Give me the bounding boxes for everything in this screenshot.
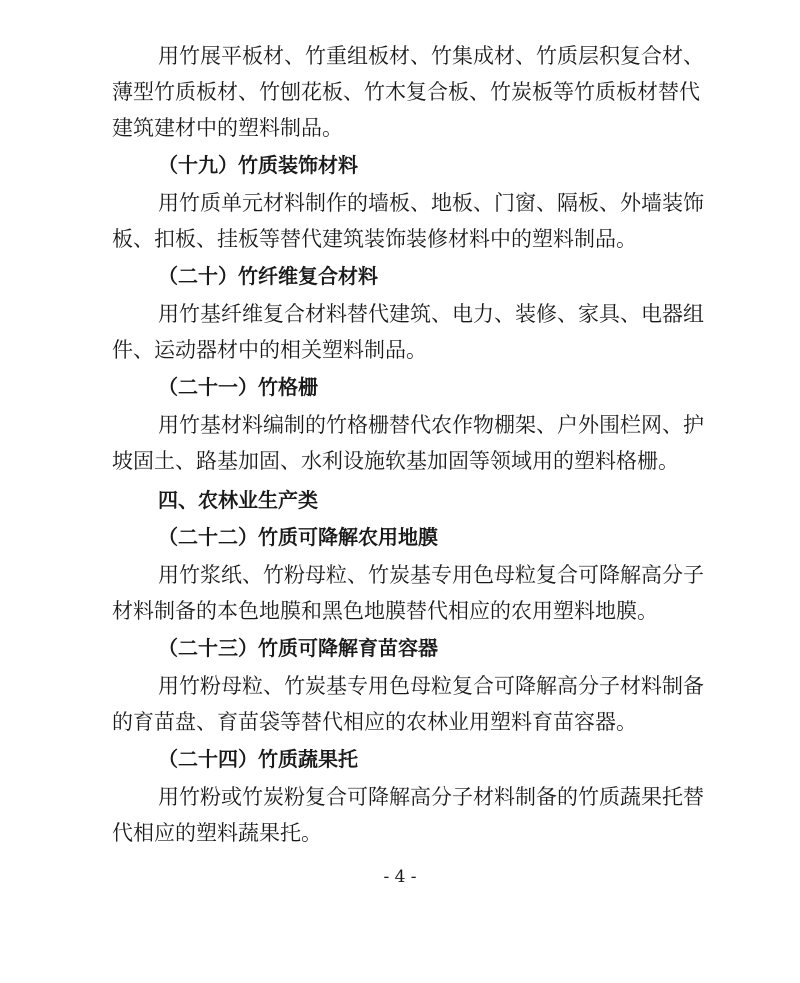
- section-heading-4: 四、农林业生产类: [158, 488, 318, 512]
- paragraph-line: 板、扣板、挂板等替代建筑装饰装修材料中的塑料制品。: [112, 227, 637, 251]
- paragraph-line: 用竹质单元材料制作的墙板、地板、门窗、隔板、外墙装饰: [158, 191, 704, 215]
- paragraph-line: 用竹基纤维复合材料替代建筑、电力、装修、家具、电器组: [158, 302, 704, 326]
- paragraph-line: 用竹浆纸、竹粉母粒、竹炭基专用色母粒复合可降解高分子: [158, 563, 704, 587]
- paragraph-line: 用竹基材料编制的竹格栅替代农作物棚架、户外围栏网、护: [158, 413, 704, 437]
- paragraph-line: 件、运动器材中的相关塑料制品。: [112, 338, 427, 362]
- page-number: - 4 -: [383, 867, 417, 887]
- subsection-heading-19: （十九）竹质装饰材料: [158, 153, 358, 177]
- subsection-heading-22: （二十二）竹质可降解农用地膜: [158, 525, 438, 549]
- subsection-heading-21: （二十一）竹格栅: [158, 375, 318, 399]
- subsection-heading-20: （二十）竹纤维复合材料: [158, 264, 378, 288]
- paragraph-line: 的育苗盘、育苗袋等替代相应的农林业用塑料育苗容器。: [112, 710, 637, 734]
- subsection-heading-23: （二十三）竹质可降解育苗容器: [158, 636, 438, 660]
- paragraph-line: 薄型竹质板材、竹刨花板、竹木复合板、竹炭板等竹质板材替代: [112, 80, 700, 104]
- paragraph-line: 建筑建材中的塑料制品。: [112, 116, 343, 140]
- paragraph-line: 材料制备的本色地膜和黑色地膜替代相应的农用塑料地膜。: [112, 599, 658, 623]
- paragraph-line: 用竹粉母粒、竹炭基专用色母粒复合可降解高分子材料制备: [158, 674, 704, 698]
- paragraph-line: 代相应的塑料蔬果托。: [112, 821, 322, 845]
- paragraph-line: 用竹展平板材、竹重组板材、竹集成材、竹质层积复合材、: [158, 44, 704, 68]
- paragraph-line: 用竹粉或竹炭粉复合可降解高分子材料制备的竹质蔬果托替: [158, 785, 704, 809]
- subsection-heading-24: （二十四）竹质蔬果托: [158, 747, 358, 771]
- paragraph-line: 坡固土、路基加固、水利设施软基加固等领域用的塑料格栅。: [112, 449, 679, 473]
